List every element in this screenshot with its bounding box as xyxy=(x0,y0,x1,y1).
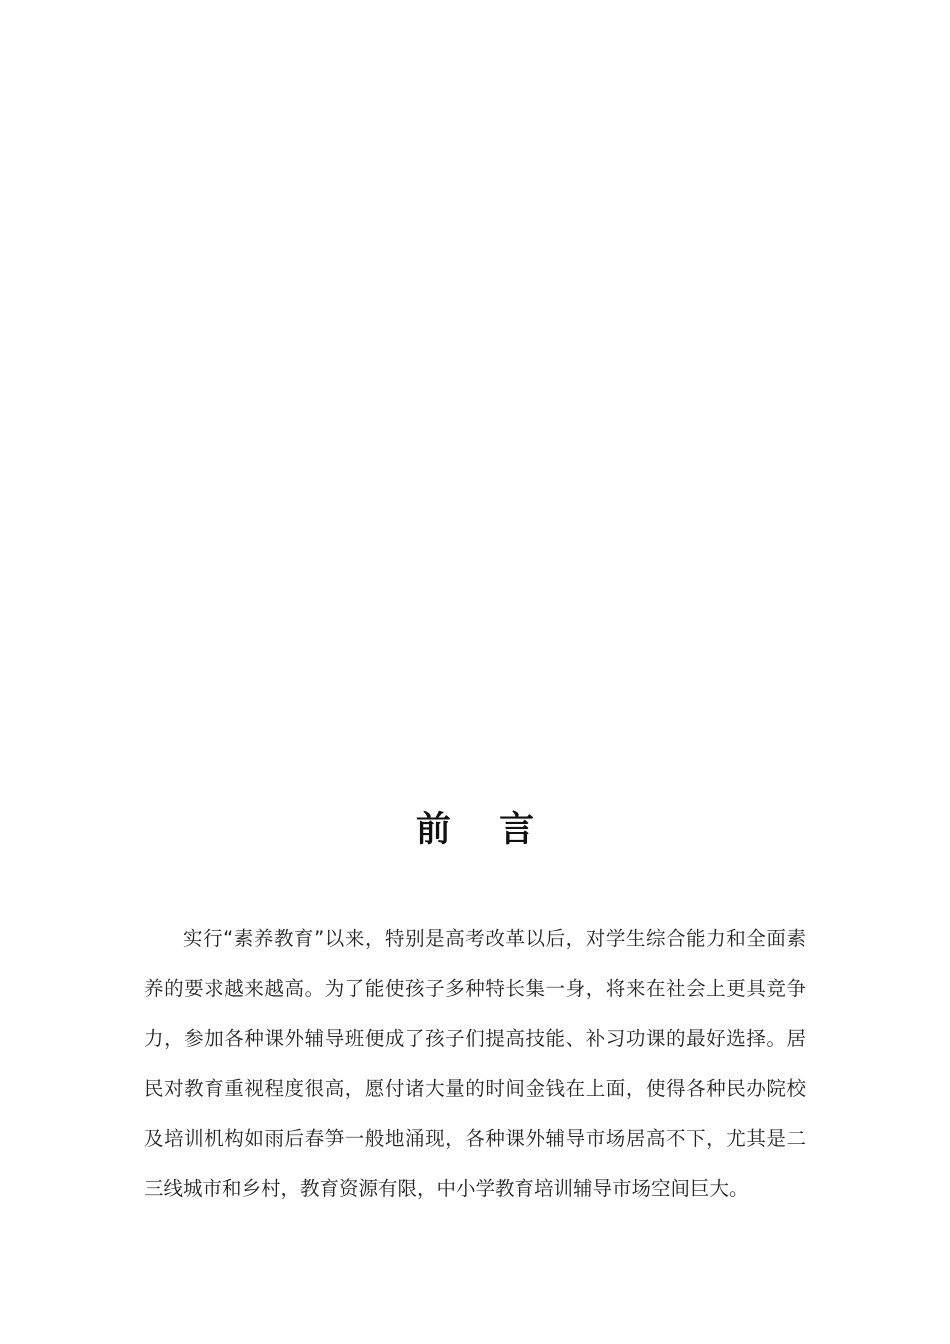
preface-paragraph: 实行“素养教育”以来，特别是高考改革以后，对学生综合能力和全面素养的要求越来越高。为了能使孩子多种特长集一身，将来在社会上更具竞争力，参加各种课外辅导班便成了孩子们提高技能、补习功课的最好选择。居民对教育重视程度很高，愿付诸大量的时间金钱在上面，使得各种民办院校及培训机构如雨后春笋一般地涌现，各种课外辅导市场居高不下，尤其是二三线城市和乡村，教育资源有限，中小学教育培训辅导市场空间巨大。 xyxy=(144,927,806,1200)
page-title: 前 言 xyxy=(415,810,553,851)
